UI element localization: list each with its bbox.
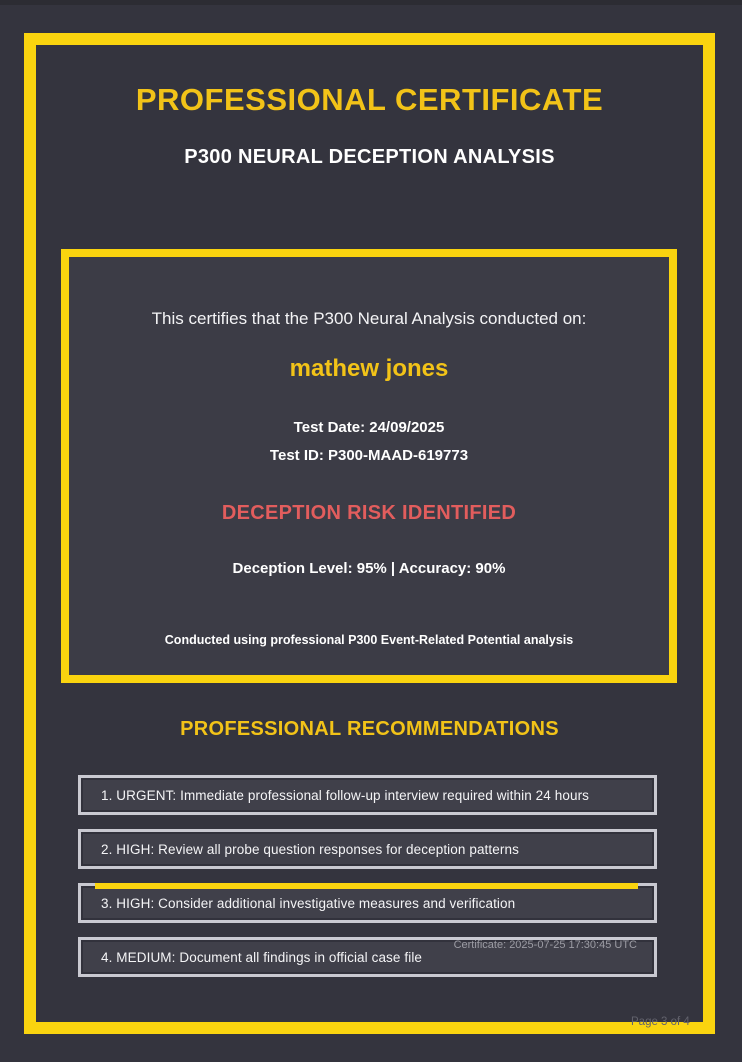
recommendation-item [78,883,657,923]
highlight-strip [95,883,638,889]
certificate-timestamp: Certificate: 2025-07-25 17:30:45 UTC [453,939,637,951]
recommendation-text: 1. URGENT: Immediate professional follow-up interview required within 24 hours [101,787,590,803]
deception-metrics: Deception Level: 95% | Accuracy: 90% [232,560,506,577]
recommendation-text: 3. HIGH: Consider additional investigative measures and verification [101,895,516,911]
recommendation-text: 4. MEDIUM: Document all findings in official case file [101,949,423,965]
test-date: Test Date: 24/09/2025 [293,419,445,436]
certificate-subtitle: P300 NEURAL DECEPTION ANALYSIS [184,146,555,168]
analysis-method: Conducted using professional P300 Event-Related Potential analysis [164,633,574,647]
certificate-title: PROFESSIONAL CERTIFICATE [135,82,604,117]
certify-intro-text: This certifies that the P300 Neural Analysis conducted on: [151,309,587,328]
top-edge-strip [0,0,742,5]
recommendation-text: 2. HIGH: Review all probe question responses for deception patterns [101,841,519,857]
deception-result: DECEPTION RISK IDENTIFIED [221,502,517,524]
page-indicator: Page 3 of 4 [631,1016,690,1028]
certificate-panel [61,249,677,683]
recommendation-item [78,775,657,815]
subject-name: mathew jones [289,355,449,382]
recommendations-title: PROFESSIONAL RECOMMENDATIONS [180,718,559,740]
test-id: Test ID: P300-MAAD-619773 [269,447,469,464]
recommendation-item [78,829,657,869]
